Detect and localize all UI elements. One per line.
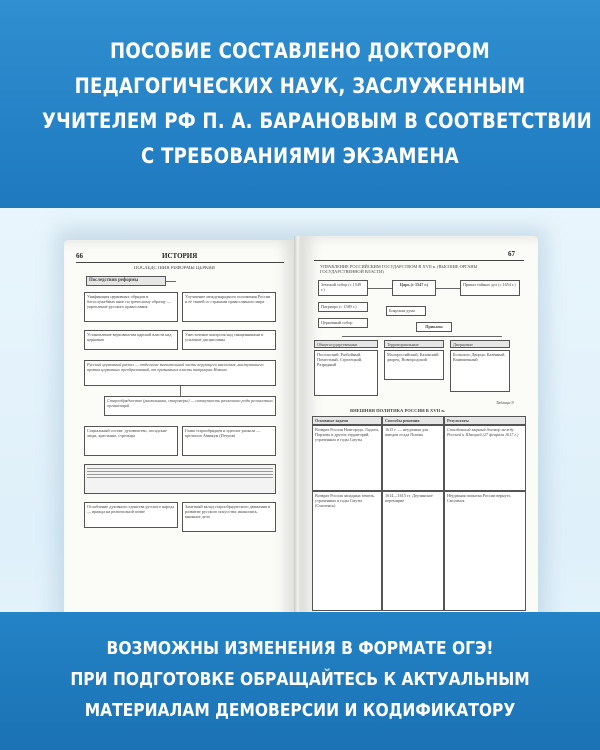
box-secret-affairs: Приказ тайных дел (с 1654 г.) — [460, 280, 520, 296]
top-line-3: УЧИТЕЛЕМ РФ П. А. БАРАНОВЫМ В СООТВЕТСТВИИ — [42, 109, 593, 133]
left-page-header: ИСТОРИЯ — [162, 252, 198, 260]
box-prikazy: Приказы — [416, 322, 452, 332]
bottom-line-2: ПРИ ПОДГОТОВКЕ ОБРАЩАЙТЕСЬ К АКТУАЛЬНЫМ — [70, 669, 530, 690]
top-line-2: ПЕДАГОГИЧЕСКИХ НАУК, ЗАСЛУЖЕННЫМ — [74, 74, 526, 98]
box-raskol: Русский церковный раскол — отделение значительной части верующего населения, выступившего против церковных преобразований, от признавших власть патриарха Никона — [84, 360, 276, 386]
connector-line — [342, 336, 502, 337]
box-zemsky-sobor: Земский собор (с 1549 г.) — [318, 280, 368, 296]
col-general: Общегосударственные — [314, 340, 378, 348]
box-control: Ужесточение контроля над священниками и усиление дисциплины — [182, 330, 276, 350]
top-banner-text — [42, 34, 593, 174]
cell-2-3: Неудачная попытка России вернуть Смоленск — [444, 491, 526, 611]
right-page-title: УПРАВЛЕНИЕ РОССИЙСКИМ ГОСУДАРСТВОМ В XVII в. (ВЫСШИЕ ОРГАНЫ ГОСУДАРСТВЕННОЙ ВЛАСТИ) — [320, 264, 478, 275]
box-unification: Унификация церковных обрядов и богослужебных книг по греческому образцу — укрепление русского православия — [84, 292, 178, 322]
box-church-sobor: Церковный собор — [318, 318, 368, 328]
box-international: Улучшение международного положения России и её связей со странами православного мира — [182, 292, 276, 322]
left-page-number: 66 — [76, 252, 83, 260]
bottom-banner-text — [42, 633, 558, 726]
col-palace-list: Большого Дворца, Казённый, Конюшенный — [450, 350, 510, 392]
cell-2-2: 1614—1615 гг. Деулинское перемирие — [382, 491, 444, 611]
right-page — [300, 236, 538, 632]
th-results: Результаты — [444, 416, 526, 425]
left-header-rule — [76, 262, 284, 263]
box-tsar: Царь (с 1547 г.) — [392, 280, 436, 296]
col-palace: Дворцовые — [450, 340, 510, 348]
connector-line — [436, 288, 460, 289]
connector-line — [180, 386, 181, 396]
top-line-1: ПОСОБИЕ СОСТАВЛЕНО ДОКТОРОМ — [109, 39, 490, 63]
top-line-4: С ТРЕБОВАНИЯМИ ЭКЗАМЕНА — [141, 144, 459, 168]
cell-1-2: 1615 г. — неудачная для шведов осада Пскова — [382, 425, 444, 491]
reform-results-box: Последствия реформы — [86, 276, 166, 286]
col-territorial-list: Малороссийский, Казанский дворец, Новгородский — [384, 350, 444, 380]
cell-2-1: Возврат России западных земель, утраченных в годы Смуты (Смоленск) — [312, 491, 382, 611]
right-page-number: 67 — [508, 250, 515, 258]
box-social: Социальный состав: духовенство, посадские люди, крестьяне, стрельцы — [84, 426, 178, 456]
left-page — [64, 240, 296, 632]
bottom-line-3: МАТЕРИАЛАМ ДЕМОВЕРСИИ И КОДИФИКАТОРУ — [84, 700, 516, 721]
left-page-title: ПОСЛЕДСТВИЯ РЕФОРМЫ ЦЕРКВИ — [134, 266, 215, 271]
connector-line — [368, 288, 392, 289]
th-tasks: Основные задачи — [312, 416, 382, 425]
box-old-believers: Старообрядчество (раскольники, староверы) — совокупность различного рода религиозных организаций — [104, 396, 276, 416]
cell-1-1: Возврат России Новгорода, Ладоги, Порхова и других территорий, утраченных в годы Смуты — [312, 425, 382, 491]
box-spiritual: Ослабление духовного единства русского народа — вражда на религиозной почве — [84, 502, 178, 528]
cell-1-3: Столбовский мирный договор между Россией и Швецией (27 февраля 1617 г.) — [444, 425, 526, 491]
box-art: Заметный вклад старообрядческого движения в развитие русского искусства: иконопись, книжное дело — [182, 502, 276, 532]
box-leaders: Глава старообрядцев и идеолог раскола — протопоп Аввакум (Петров) — [182, 426, 276, 456]
table-title: ВНЕШНЯЯ ПОЛИТИКА РОССИИ В XVII в. — [350, 408, 445, 413]
box-boyar-duma: Боярская дума — [386, 306, 426, 316]
col-general-list: Посольский, Разбойный, Поместный, Стрелецкий, Разрядный — [314, 350, 378, 396]
box-filler — [84, 464, 276, 494]
connector-line — [166, 281, 176, 282]
bottom-line-1: ВОЗМОЖНЫ ИЗМЕНЕНИЯ В ФОРМАТЕ ОГЭ! — [106, 638, 494, 659]
table-label: Таблица 9 — [496, 400, 514, 405]
right-header-rule — [314, 260, 524, 261]
box-tsar-power: Установление верховенства царской власти над церковью — [84, 330, 178, 350]
th-methods: Способы решения — [382, 416, 444, 425]
col-territorial: Территориальные — [384, 340, 444, 348]
box-patriarch: Патриарх (с 1589 г.) — [318, 302, 368, 312]
